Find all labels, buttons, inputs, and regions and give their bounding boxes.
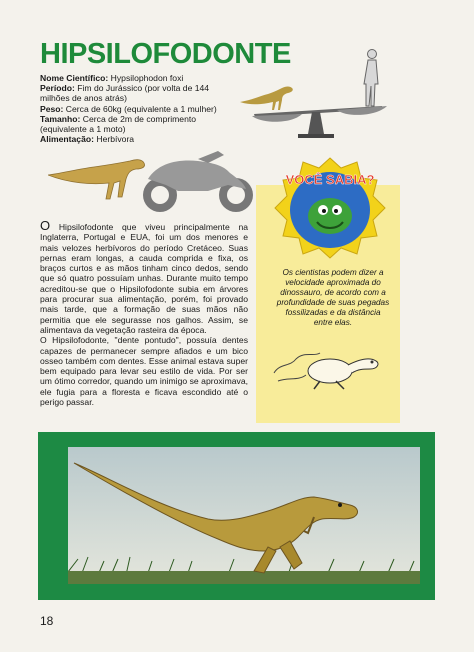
fact-row bbox=[40, 83, 230, 103]
body-text bbox=[40, 218, 248, 408]
scale-stand bbox=[308, 112, 324, 134]
fact-value: Herbívora bbox=[93, 134, 135, 145]
fact-row bbox=[40, 134, 230, 144]
fact-value: Hypsilophodon foxi bbox=[108, 73, 184, 83]
motorcycle-silhouette bbox=[143, 151, 253, 212]
woman-figure bbox=[364, 50, 378, 107]
paragraph-text: Hipsilofodonte que viveu principalmente na Inglaterra, Portugal e EUA, foi um dos menores e mais velozes herbívoros do período Cretáceo. Suas pernas eram longas, a cauda comprida e fixa, os braços curtos e as mãos tinham cinco dedos, sendo que só quatro possuíam unhas. Durante muito tempo acreditou-se que o Hipsilofodonte subia em árvores para procurar sua alimentação, porém, foi provado mais tarde, que a formação de suas mãos não permitia que ele segurasse nos galhos. Assim, se alimentava da vegetação rasteira da época. bbox=[40, 222, 248, 335]
fact-value: Cerca de 60kg (equivalente a 1 mulher) bbox=[63, 103, 217, 114]
size-comparison-illustration bbox=[48, 145, 258, 217]
fact-value: Cerca de 2m de comprimento (equivalente a 1 moto) bbox=[40, 113, 197, 135]
fact-row bbox=[40, 114, 230, 134]
badge-text: VOCÊ SABIA? bbox=[285, 172, 375, 187]
fact-label: Nome Científico: bbox=[40, 73, 109, 83]
fact-label: Peso: bbox=[40, 103, 64, 114]
fact-row bbox=[40, 104, 230, 114]
hypsilophodon-illustration bbox=[68, 447, 420, 584]
dinosaur-silhouette bbox=[48, 160, 145, 199]
cartoon-dinosaur-icon bbox=[308, 198, 352, 234]
fact-row bbox=[40, 73, 230, 83]
fact-label: Alimentação: bbox=[40, 134, 94, 145]
running-dinosaur-cartoon bbox=[270, 333, 392, 393]
paragraph: O Hipsilofodonte, "dente pontudo", possuía dentes capazes de permanecer sempre afiados e um bico osseo também com dentes. Esse animal estava super bem equipado para levar seu estilo de vida. Por ser um ótimo corredor, quando um inimigo se aproximava, ele fugia para a floresta e ficava escondido até o perigo passar. bbox=[40, 335, 248, 408]
paragraph bbox=[40, 218, 248, 335]
fact-label: Período: bbox=[40, 83, 75, 94]
sidebar-text: Os cientistas podem dizer a velocidade aproximada do dinossauro, de acordo com a profundidade de suas pegadas fossilizadas e da distância entre elas. bbox=[276, 268, 390, 327]
fact-label: Tamanho: bbox=[40, 113, 81, 124]
page-number: 18 bbox=[40, 614, 54, 628]
facts-list bbox=[40, 73, 230, 144]
weight-comparison-illustration bbox=[232, 44, 402, 144]
page-title: HIPSILOFODONTE bbox=[40, 38, 291, 70]
hypsilophodon-painting bbox=[68, 447, 420, 584]
dinosaur-silhouette bbox=[240, 87, 293, 111]
fact-value: Fim do Jurássico (por volta de 144 milhões de anos atrás) bbox=[40, 83, 210, 104]
did-you-know-badge bbox=[271, 154, 389, 262]
drop-cap: O bbox=[40, 218, 51, 233]
